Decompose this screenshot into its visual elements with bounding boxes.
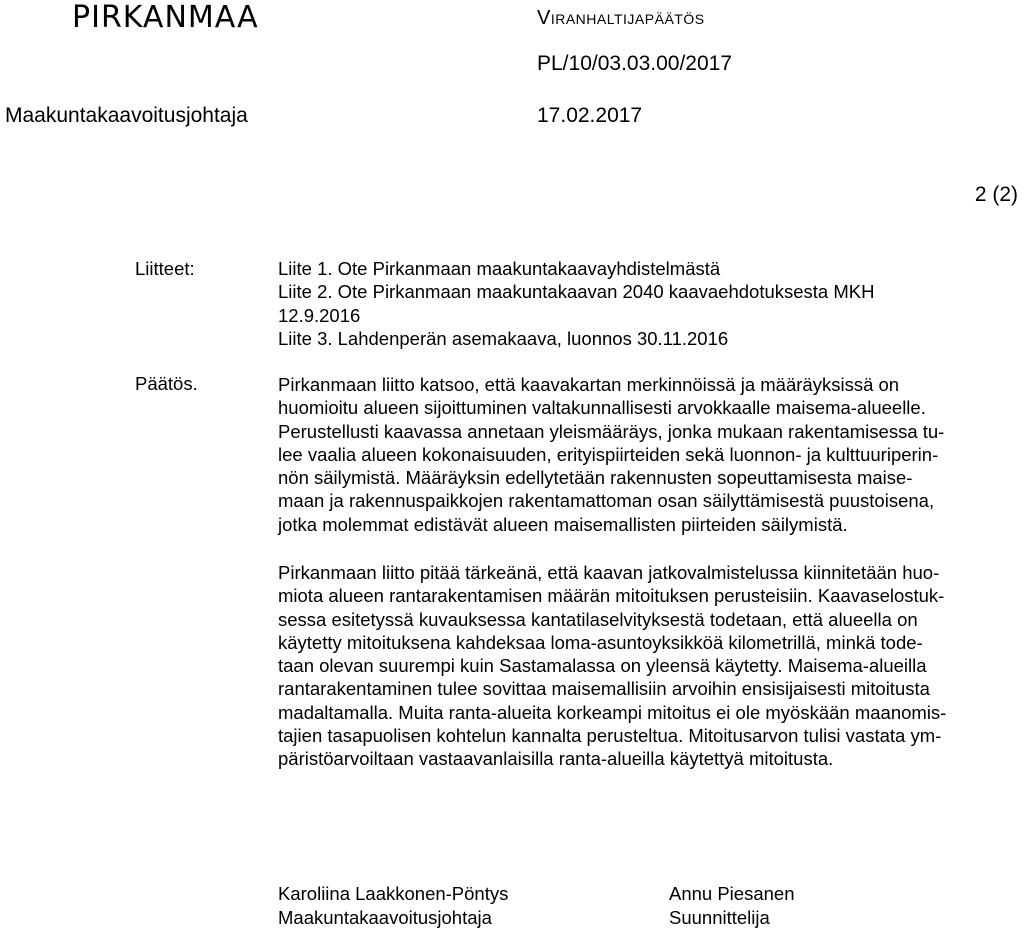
attachment-line: Liite 2. Ote Pirkanmaan maakuntakaavan 2040 kaavaehdotuksesta MKH xyxy=(278,281,875,303)
signer-title: Suunnittelija xyxy=(669,907,770,928)
page-number: 2 (2) xyxy=(974,183,1018,206)
decision-paragraph-2 xyxy=(278,561,993,771)
paragraph-line: nön säilymistä. Määräyksin edellytetään rakennusten sopeuttamisesta maise- xyxy=(278,467,913,489)
signer-name: Annu Piesanen xyxy=(669,883,795,904)
organization-name: PIRKANMAA xyxy=(72,0,259,35)
signature-block-1 xyxy=(278,882,508,930)
paragraph-line: rantarakentaminen tulee sovittaa maisemallisiin arvoihin ensisijaisesti mitoitusta xyxy=(278,678,930,700)
paragraph-line: taan olevan suurempi kuin Sastamalassa on yleensä käytetty. Maisema-alueilla xyxy=(278,655,927,677)
document-number: PL/10/03.03.00/2017 xyxy=(537,52,733,75)
document-type: Viranhaltijapäätös xyxy=(537,7,705,29)
attachments-list xyxy=(278,257,993,350)
paragraph-line: sessa esitetyssä kuvauksessa kantatilaselvityksestä todetaan, että alueella on xyxy=(278,608,918,630)
document-date: 17.02.2017 xyxy=(537,104,643,127)
paragraph-line: tajien tasapuolisen kohtelun kannalta perusteltua. Mitoitusarvon tulisi vastata ym- xyxy=(278,725,942,747)
paragraph-line: miota alueen rantarakentamisen määrän mitoituksen perusteisiin. Kaavaselostuk- xyxy=(278,585,945,607)
signature-block-2 xyxy=(669,882,795,930)
paragraph-line: käytetty mitoituksena kahdeksaa loma-asuntoyksikköä kilometrillä, minkä tode- xyxy=(278,631,923,653)
paragraph-line: jotka molemmat edistävät alueen maisemallisten piirteiden säilymistä. xyxy=(278,513,848,535)
author-title: Maakuntakaavoitusjohtaja xyxy=(5,104,248,127)
paragraph-line: Perustellusti kaavassa annetaan yleismääräys, jonka mukaan rakentamisessa tu- xyxy=(278,420,945,442)
attachment-line: 12.9.2016 xyxy=(278,304,361,326)
paragraph-line: lee vaalia alueen kokonaisuuden, erityispiirteiden sekä luonnon- ja kulttuuriperin- xyxy=(278,443,939,465)
paragraph-line: Pirkanmaan liitto pitää tärkeänä, että kaavan jatkovalmistelussa kiinnitetään huo- xyxy=(278,562,940,583)
signer-title: Maakuntakaavoitusjohtaja xyxy=(278,907,492,928)
paragraph-line: maan ja rakennuspaikkojen rakentamattoman osan säilyttämisestä puustoisena, xyxy=(278,490,935,512)
paragraph-line: madaltamalla. Muita ranta-alueita korkeampi mitoitus ei ole myöskään maanomis- xyxy=(278,701,947,723)
paragraph-line: Pirkanmaan liitto katsoo, että kaavakartan merkinnöissä ja määräyksissä on xyxy=(278,374,900,395)
decision-paragraph-1 xyxy=(278,373,993,536)
signer-name: Karoliina Laakkonen-Pöntys xyxy=(278,883,509,904)
attachment-line: Liite 1. Ote Pirkanmaan maakuntakaavayhdistelmästä xyxy=(278,258,721,279)
attachments-label: Liitteet: xyxy=(135,258,195,279)
paragraph-line: päristöarvoiltaan vastaavanlaisilla ranta-alueilla käytettyä mitoitusta. xyxy=(278,748,834,770)
decision-label: Päätös. xyxy=(135,373,198,394)
attachment-line: Liite 3. Lahdenperän asemakaava, luonnos 30.11.2016 xyxy=(278,327,729,349)
paragraph-line: huomioitu alueen sijoittuminen valtakunnallisesti arvokkaalle maisema-alueelle. xyxy=(278,397,926,419)
